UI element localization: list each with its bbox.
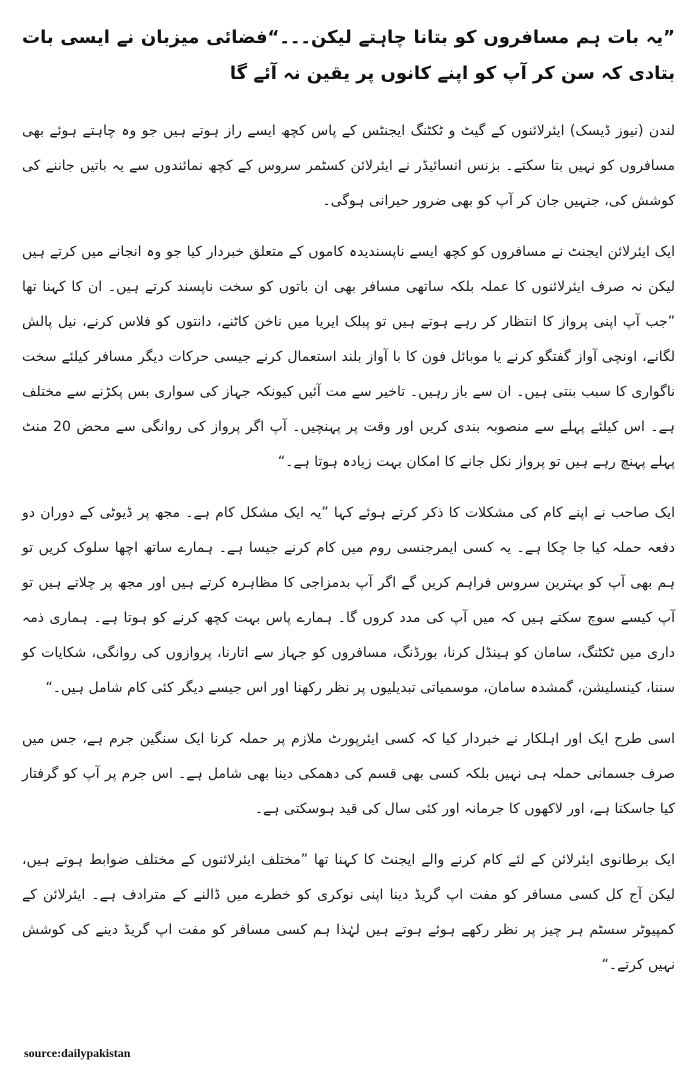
article-paragraph: ایک صاحب نے اپنے کام کی مشکلات کا ذکر کرتے ہوئے کہا ”یہ ایک مشکل کام ہے۔ مجھ پر ڈیوٹی کے دوران دو دفعہ حملہ کیا جا چکا ہے۔ یہ کسی ایمرجنسی روم میں کام کرنے جیسا ہے۔ ہمارے ساتھ اچھا سلوک کریں تو ہم بھی آپ کو بہترین سروس فراہم کریں گے اگر آپ بدمزاجی کا مظاہرہ کرتے ہیں اور مجھ پر چلاتے ہیں تو آپ کیسے سوچ سکتے ہیں کہ میں آپ کی مدد کروں گا۔ ہمارے پاس بہت کچھ کرنے کو ہوتا ہے۔ ہماری ذمہ داری میں ٹکٹنگ، سامان کو ہینڈل کرنا، بورڈنگ، مسافروں کو جہاز سے اتارنا، پروازوں کی روانگی، شکایات کو سننا، کینسلیشن، گمشدہ سامان، موسمیاتی تبدیلیوں پر نظر رکھنا اور اس جیسے دیگر کئی کام شامل ہیں۔“: [22, 505, 675, 696]
article-headline: ”یہ بات ہم مسافروں کو بتانا چاہتے لیکن۔۔۔“فضائی میزبان نے ایسی بات بتادی کہ سن کر آپ کو اپنے کانوں پر یقین نہ آئے گا: [22, 27, 675, 84]
article-paragraph: اسی طرح ایک اور اہلکار نے خبردار کیا کہ کسی ایئرپورٹ ملازم پر حملہ کرنا ایک سنگین جرم ہے، جس میں صرف جسمانی حملہ ہی نہیں بلکہ کسی بھی قسم کی دھمکی دینا بھی شامل ہے۔ اس جرم پر آپ کو گرفتار کیا جاسکتا ہے، اور لاکھوں کا جرمانہ اور کئی سال کی قید ہوسکتی ہے۔: [22, 731, 675, 817]
article-paragraph: لندن (نیوز ڈیسک) ایئرلائنوں کے گیٹ و ٹکٹنگ ایجنٹس کے پاس کچھ ایسے راز ہوتے ہیں جو وہ چاہتے ہوئے بھی مسافروں کو نہیں بتا سکتے۔ بزنس انسائیڈر نے ایئرلائن کسٹمر سروس کے کچھ نمائندوں سے یہ باتیں جاننے کی کوشش کی، جنہیں جان کر آپ کو بھی ضرور حیرانی ہوگی۔: [22, 123, 675, 209]
article-paragraph: ایک برطانوی ایئرلائن کے لئے کام کرنے والے ایجنٹ کا کہنا تھا ”مختلف ایئرلائنوں کے مختلف ضوابط ہوتے ہیں، لیکن آج کل کسی مسافر کو مفت اپ گریڈ دینا اپنی نوکری کو خطرے میں ڈالنے کے مترادف ہے۔ ایئرلائن کے کمپیوٹر سسٹم ہر چیز پر نظر رکھے ہوئے ہوتے ہیں لہٰذا ہم کسی مسافر کو مفت اپ گریڈ دینے کی کوشش نہیں کرتے۔“: [22, 852, 675, 973]
source-credit: source:dailypakistan: [24, 1046, 131, 1060]
article: [22, 20, 675, 999]
article-paragraph: ایک ایئرلائن ایجنٹ نے مسافروں کو کچھ ایسے ناپسندیدہ کاموں کے متعلق خبردار کیا جو وہ انجانے میں کرتے ہیں لیکن نہ صرف ایئرلائنوں کا عملہ بلکہ ساتھی مسافر بھی ان باتوں کو سخت ناپسند کرتے ہیں۔ ان کا کہنا تھا ”جب آپ اپنی پرواز کا انتظار کر رہے ہوتے ہیں تو پبلک ایریا میں ناخن کاٹنے، دانتوں کو فلاس کرنے، نیل پالش لگانے، اونچی آواز گفتگو کرنے یا موبائل فون کا با آواز بلند استعمال کرنے جیسی حرکات دیگر مسافر کیلئے سخت ناگواری کا سبب بنتی ہیں۔ ان سے باز رہیں۔ تاخیر سے مت آئیں کیونکہ جہاز کی سواری بس پکڑنے سے مختلف ہے۔ اس کیلئے پہلے سے منصوبہ بندی کریں اور وقت پر پہنچیں۔ آپ اگر پرواز کی روانگی سے محض 20 منٹ پہلے پہنچ رہے ہیں تو پرواز نکل جانے کا امکان بہت زیادہ ہوتا ہے۔“: [22, 244, 676, 470]
